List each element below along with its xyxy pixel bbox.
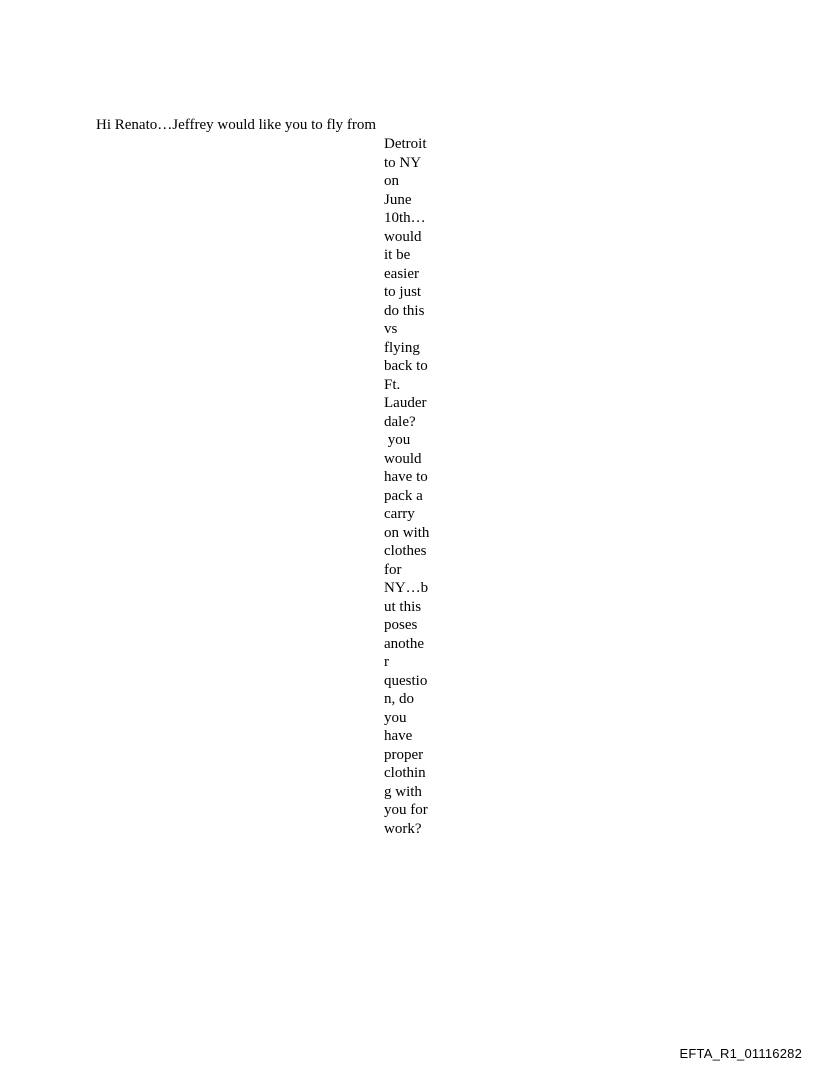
message-line: pack a [384, 487, 423, 504]
message-line: g with [384, 783, 422, 800]
message-first-line: Hi Renato…Jeffrey would like you to fly from [96, 117, 377, 133]
message-line: you [384, 709, 407, 726]
message-line: clothes [384, 543, 427, 559]
message-line: to just [384, 284, 422, 300]
message-line: clothin [384, 765, 426, 781]
message-line: have [384, 728, 413, 744]
message-line: poses [384, 617, 418, 633]
message-line: proper [384, 746, 424, 763]
message-line: Lauder [384, 395, 427, 411]
message-line: June [384, 191, 412, 208]
message-line: carry [384, 506, 415, 522]
message-line: to NY [384, 154, 422, 171]
message-line: Ft. [384, 376, 401, 393]
document-id-stamp: EFTA_R1_01116282 [679, 1046, 802, 1061]
message-line: anothe [384, 635, 424, 652]
message-line: Detroit [384, 136, 427, 152]
message-line: would [384, 450, 422, 467]
message-line: back to [384, 358, 428, 374]
message-line: on with [384, 524, 430, 541]
message-line: you for [384, 802, 428, 818]
message-line: 10th… [384, 210, 426, 226]
message-line: for [384, 561, 402, 578]
message-line: easier [384, 265, 419, 282]
message-line: n, do [384, 691, 414, 707]
message-line: r [384, 654, 389, 670]
message-line: on [384, 173, 399, 189]
message-line: would [384, 228, 422, 245]
message-wrapped-column [384, 135, 444, 838]
message-line: vs [384, 321, 398, 337]
message-line: flying [384, 339, 420, 356]
message-line: do this [384, 302, 425, 319]
message-line: work? [384, 820, 422, 837]
message-line: NY…b [384, 580, 429, 596]
message-line: dale? [384, 413, 416, 430]
message-line: questio [384, 672, 428, 689]
message-line: ut this [384, 598, 422, 615]
message-line: have to [384, 469, 428, 485]
message-line: it be [384, 247, 411, 263]
message-line: you [384, 432, 411, 448]
